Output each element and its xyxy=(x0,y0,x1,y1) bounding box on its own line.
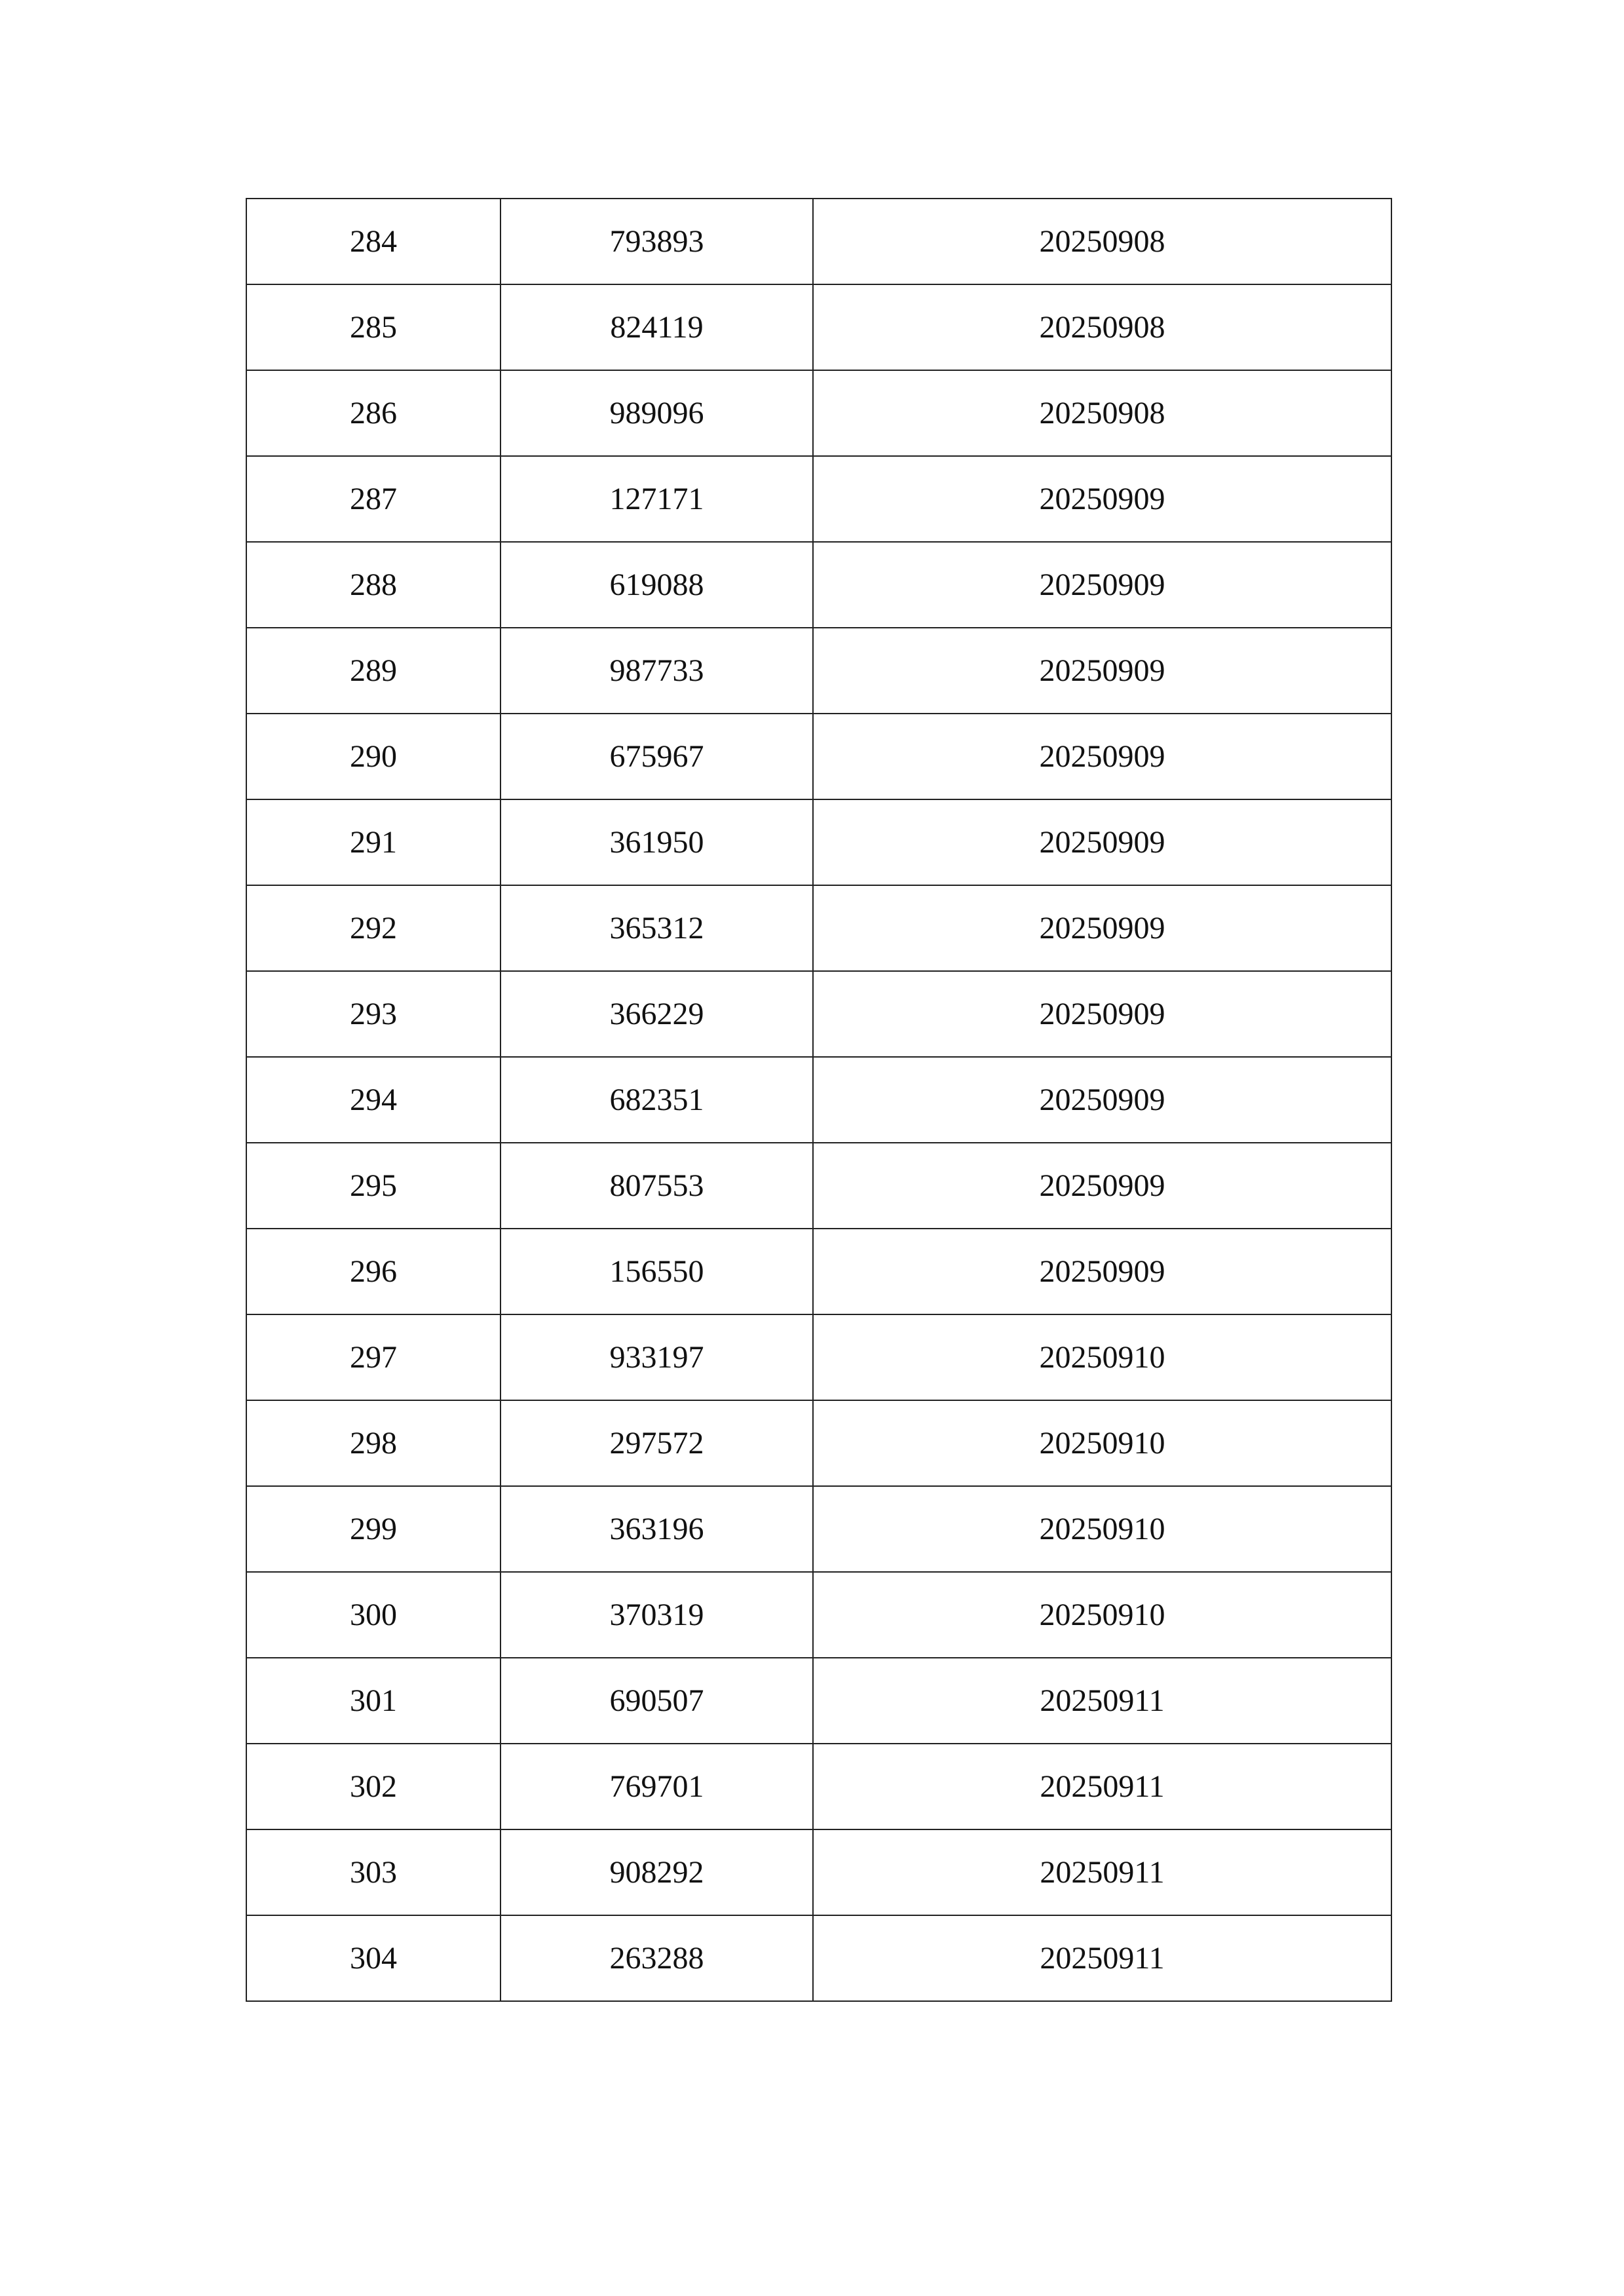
row-number-cell: 299 xyxy=(246,1486,500,1572)
table-row xyxy=(246,1829,1391,1915)
code-cell: 908292 xyxy=(500,1829,813,1915)
table-row xyxy=(246,1400,1391,1486)
records-table xyxy=(246,198,1392,2002)
date-cell: 20250910 xyxy=(813,1400,1391,1486)
date-cell: 20250908 xyxy=(813,199,1391,284)
code-cell: 807553 xyxy=(500,1143,813,1229)
row-number-cell: 292 xyxy=(246,885,500,971)
date-cell: 20250909 xyxy=(813,714,1391,799)
row-number-cell: 290 xyxy=(246,714,500,799)
table-row xyxy=(246,1314,1391,1400)
row-number-cell: 294 xyxy=(246,1057,500,1143)
code-cell: 682351 xyxy=(500,1057,813,1143)
table-row xyxy=(246,1658,1391,1744)
table-row xyxy=(246,284,1391,370)
row-number-cell: 288 xyxy=(246,542,500,628)
code-cell: 793893 xyxy=(500,199,813,284)
code-cell: 619088 xyxy=(500,542,813,628)
date-cell: 20250910 xyxy=(813,1572,1391,1658)
code-cell: 370319 xyxy=(500,1572,813,1658)
code-cell: 156550 xyxy=(500,1229,813,1314)
code-cell: 263288 xyxy=(500,1915,813,2001)
code-cell: 690507 xyxy=(500,1658,813,1744)
row-number-cell: 298 xyxy=(246,1400,500,1486)
date-cell: 20250909 xyxy=(813,971,1391,1057)
row-number-cell: 284 xyxy=(246,199,500,284)
code-cell: 769701 xyxy=(500,1744,813,1829)
table-row xyxy=(246,628,1391,714)
row-number-cell: 297 xyxy=(246,1314,500,1400)
code-cell: 366229 xyxy=(500,971,813,1057)
row-number-cell: 295 xyxy=(246,1143,500,1229)
code-cell: 989096 xyxy=(500,370,813,456)
date-cell: 20250911 xyxy=(813,1744,1391,1829)
row-number-cell: 301 xyxy=(246,1658,500,1744)
row-number-cell: 285 xyxy=(246,284,500,370)
code-cell: 361950 xyxy=(500,799,813,885)
date-cell: 20250910 xyxy=(813,1486,1391,1572)
row-number-cell: 287 xyxy=(246,456,500,542)
row-number-cell: 289 xyxy=(246,628,500,714)
code-cell: 127171 xyxy=(500,456,813,542)
table-row xyxy=(246,370,1391,456)
row-number-cell: 303 xyxy=(246,1829,500,1915)
code-cell: 297572 xyxy=(500,1400,813,1486)
row-number-cell: 302 xyxy=(246,1744,500,1829)
table-row xyxy=(246,885,1391,971)
date-cell: 20250909 xyxy=(813,799,1391,885)
date-cell: 20250909 xyxy=(813,1057,1391,1143)
date-cell: 20250911 xyxy=(813,1915,1391,2001)
date-cell: 20250911 xyxy=(813,1829,1391,1915)
table-row xyxy=(246,1744,1391,1829)
records-table-body xyxy=(246,199,1391,2001)
row-number-cell: 296 xyxy=(246,1229,500,1314)
row-number-cell: 291 xyxy=(246,799,500,885)
code-cell: 987733 xyxy=(500,628,813,714)
row-number-cell: 304 xyxy=(246,1915,500,2001)
code-cell: 365312 xyxy=(500,885,813,971)
table-row xyxy=(246,1486,1391,1572)
date-cell: 20250909 xyxy=(813,1229,1391,1314)
date-cell: 20250909 xyxy=(813,628,1391,714)
code-cell: 824119 xyxy=(500,284,813,370)
date-cell: 20250909 xyxy=(813,542,1391,628)
table-row xyxy=(246,714,1391,799)
code-cell: 675967 xyxy=(500,714,813,799)
table-row xyxy=(246,1572,1391,1658)
table-row xyxy=(246,542,1391,628)
code-cell: 933197 xyxy=(500,1314,813,1400)
table-row xyxy=(246,456,1391,542)
row-number-cell: 293 xyxy=(246,971,500,1057)
table-row xyxy=(246,971,1391,1057)
table-row xyxy=(246,1143,1391,1229)
date-cell: 20250910 xyxy=(813,1314,1391,1400)
date-cell: 20250911 xyxy=(813,1658,1391,1744)
row-number-cell: 300 xyxy=(246,1572,500,1658)
code-cell: 363196 xyxy=(500,1486,813,1572)
table-row xyxy=(246,1915,1391,2001)
table-row xyxy=(246,1057,1391,1143)
table-row xyxy=(246,799,1391,885)
date-cell: 20250909 xyxy=(813,1143,1391,1229)
date-cell: 20250909 xyxy=(813,885,1391,971)
date-cell: 20250908 xyxy=(813,370,1391,456)
date-cell: 20250908 xyxy=(813,284,1391,370)
row-number-cell: 286 xyxy=(246,370,500,456)
table-row xyxy=(246,1229,1391,1314)
table-row xyxy=(246,199,1391,284)
date-cell: 20250909 xyxy=(813,456,1391,542)
